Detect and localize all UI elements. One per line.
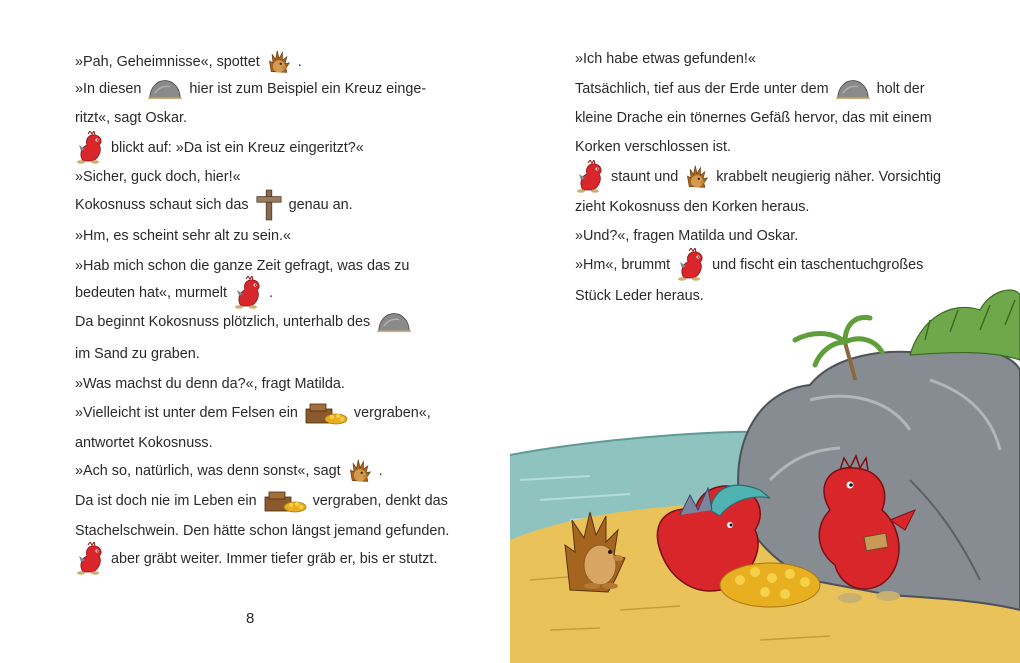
- text-line: blickt auf: »Da ist ein Kreuz eingeritzt?«: [75, 131, 364, 165]
- text-line: »Hab mich schon die ganze Zeit gefragt, was das zu: [75, 258, 410, 274]
- rock-icon: [835, 78, 871, 100]
- text-line: »Sicher, guck doch, hier!«: [75, 169, 241, 185]
- text-line: Da beginnt Kokosnuss plötzlich, unterhalb des: [75, 311, 418, 333]
- text-line: »Pah, Geheimnisse«, spottet .: [75, 49, 302, 75]
- rock-icon: [376, 311, 412, 333]
- text-line: ritzt«, sagt Oskar.: [75, 110, 187, 126]
- text-line: Stachelschwein. Den hätte schon längst jemand gefunden.: [75, 523, 450, 539]
- text-line: staunt und krabbelt neugierig näher. Vorsichtig: [575, 160, 941, 194]
- dragon-icon: [75, 542, 105, 576]
- cross-icon: [255, 187, 283, 223]
- text-line: zieht Kokosnuss den Korken heraus.: [575, 199, 810, 215]
- porcupine-icon: [684, 164, 710, 190]
- text-line: »Hm«, brummt und fischt ein taschentuchgroßes: [575, 248, 923, 282]
- text-line: antwortet Kokosnuss.: [75, 435, 213, 451]
- text-line: aber gräbt weiter. Immer tiefer gräb er, bis er stutzt.: [75, 542, 437, 576]
- text-line: »Vielleicht ist unter dem Felsen ein vergraben«,: [75, 401, 431, 425]
- porcupine-icon: [266, 49, 292, 75]
- beach-illustration: [510, 280, 1020, 663]
- text-line: »Und?«, fragen Matilda und Oskar.: [575, 228, 799, 244]
- page-number: 8: [246, 610, 255, 627]
- text-line: im Sand zu graben.: [75, 346, 200, 362]
- text-line: Korken verschlossen ist.: [575, 139, 731, 155]
- text-line: »In diesen hier ist zum Beispiel ein Kreuz einge-: [75, 78, 426, 100]
- text-line: Stück Leder heraus.: [575, 288, 704, 304]
- treasure-chest-icon: [304, 401, 348, 425]
- text-line: bedeuten hat«, murmelt .: [75, 276, 273, 310]
- text-line: »Ach so, natürlich, was denn sonst«, sagt .: [75, 458, 383, 484]
- text-line: Kokosnuss schaut sich das genau an.: [75, 187, 353, 223]
- treasure-chest-icon: [263, 489, 307, 513]
- text-line: Da ist doch nie im Leben ein vergraben, denkt das: [75, 489, 448, 513]
- text-line: »Was machst du denn da?«, fragt Matilda.: [75, 376, 345, 392]
- text-line: »Ich habe etwas gefunden!«: [575, 51, 756, 67]
- gold-pile: [720, 563, 820, 607]
- text-line: Tatsächlich, tief aus der Erde unter dem holt der: [575, 78, 925, 100]
- porcupine-icon: [347, 458, 373, 484]
- dragon-icon: [233, 276, 263, 310]
- dragon-icon: [676, 248, 706, 282]
- text-line: kleine Drache ein tönernes Gefäß hervor, das mit einem: [575, 110, 932, 126]
- text-line: »Hm, es scheint sehr alt zu sein.«: [75, 228, 291, 244]
- right-page: [510, 0, 1020, 663]
- dragon-icon: [575, 160, 605, 194]
- dragon-icon: [75, 131, 105, 165]
- rock-icon: [147, 78, 183, 100]
